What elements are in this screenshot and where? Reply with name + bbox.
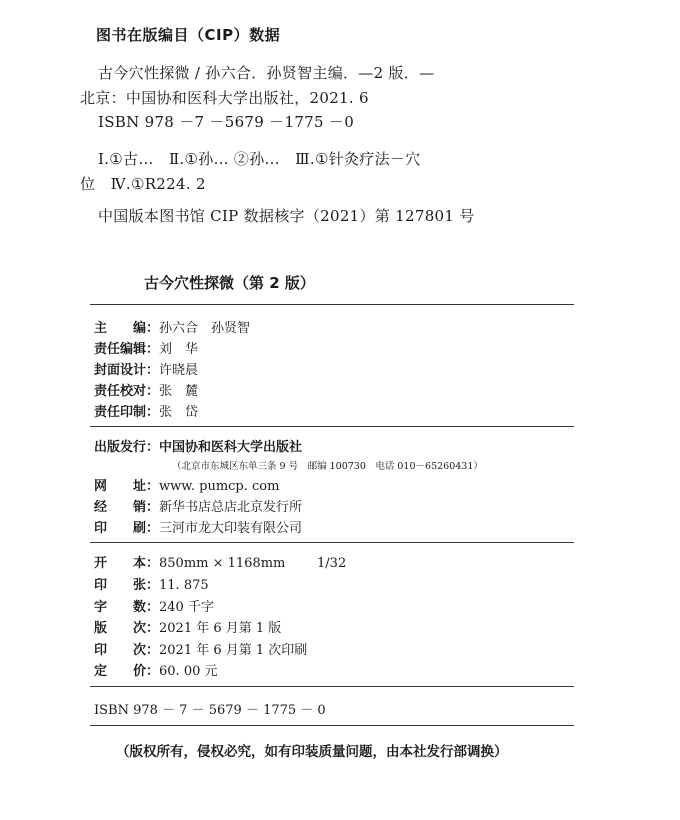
publisher-row: [94, 436, 302, 455]
divider: [90, 686, 574, 687]
credit-label: 责任印制：: [94, 405, 160, 420]
format-value: 850mm × 1168mm: [159, 556, 286, 571]
publisher-name: 中国协和医科大学出版社: [159, 440, 303, 455]
spec-row: [94, 660, 218, 679]
spec-value: 2021 年 6 月第 1 次印刷: [159, 643, 308, 658]
cip-line-record: 中国版本图书馆 CIP 数据核字（2021）第 127801 号: [98, 207, 475, 225]
publisher-info-row: [94, 496, 302, 515]
spec-row-format: [94, 552, 346, 571]
cip-line-title: 古今穴性探微 / 孙六合．孙贤智主编．—2 版．—: [98, 64, 435, 82]
cip-heading: 图书在版编目（CIP）数据: [96, 26, 281, 44]
spec-label: 开 本：: [94, 556, 160, 571]
isbn-line: ISBN 978 － 7 － 5679 － 1775 － 0: [94, 703, 326, 718]
credit-label: 封面设计：: [94, 363, 160, 378]
cip-line-classification-cont: 位 Ⅳ.①R224. 2: [80, 175, 206, 193]
credit-row: [94, 380, 198, 399]
spec-row: [94, 639, 307, 658]
cip-line-classification: Ⅰ.①古… Ⅱ.①孙… ②孙… Ⅲ.①针灸疗法－穴: [98, 150, 421, 168]
credit-row: [94, 317, 250, 336]
spec-label: 字 数：: [94, 600, 160, 615]
credit-row: [94, 359, 198, 378]
divider: [90, 542, 574, 543]
cip-line-isbn: ISBN 978 －7 －5679 －1775 －0: [98, 113, 355, 131]
credit-value: 许晓晨: [159, 363, 199, 378]
spec-value: 2021 年 6 月第 1 版: [159, 621, 282, 636]
publisher-info-row: [94, 517, 302, 536]
credit-value: 张 麓: [159, 384, 199, 399]
credit-label: 责任编辑：: [94, 342, 160, 357]
copyright-notice: （版权所有，侵权必究，如有印装质量问题，由本社发行部调换）: [116, 744, 508, 760]
credit-label: 主 编：: [94, 321, 160, 336]
info-label: 经 销：: [94, 500, 160, 515]
website-value: www. pumcp. com: [159, 479, 280, 494]
publisher-info-row: [94, 475, 279, 494]
publisher-address: （北京市东城区东单三条 9 号 邮编 100730 电话 010－65260431）: [172, 461, 483, 472]
spec-value: 240 千字: [159, 600, 214, 615]
distributor-value: 新华书店总店北京发行所: [159, 500, 303, 515]
credit-row: [94, 401, 198, 420]
spec-label: 印 张：: [94, 578, 160, 593]
spec-value: 11. 875: [159, 578, 209, 593]
printer-value: 三河市龙大印装有限公司: [159, 521, 303, 536]
spec-label: 印 次：: [94, 643, 160, 658]
info-label: 印 刷：: [94, 521, 160, 536]
book-title: 古今穴性探微（第 2 版）: [144, 274, 315, 292]
credit-row: [94, 338, 198, 357]
spec-label: 版 次：: [94, 621, 160, 636]
spec-label: 定 价：: [94, 664, 160, 679]
divider: [90, 426, 574, 427]
divider: [90, 725, 574, 726]
credit-value: 刘 华: [159, 342, 199, 357]
info-label: 网 址：: [94, 479, 160, 494]
spec-row: [94, 574, 209, 593]
credit-label: 责任校对：: [94, 384, 160, 399]
publisher-label: 出版发行：: [94, 440, 160, 455]
credit-value: 张 岱: [159, 405, 199, 420]
spec-value: 60. 00 元: [159, 664, 218, 679]
credit-value: 孙六合 孙贤智: [159, 321, 251, 336]
spec-row: [94, 596, 214, 615]
cip-line-publisher: 北京：中国协和医科大学出版社，2021. 6: [80, 89, 369, 107]
format-extra: 1/32: [317, 556, 347, 571]
divider: [90, 304, 574, 305]
spec-row: [94, 617, 281, 636]
